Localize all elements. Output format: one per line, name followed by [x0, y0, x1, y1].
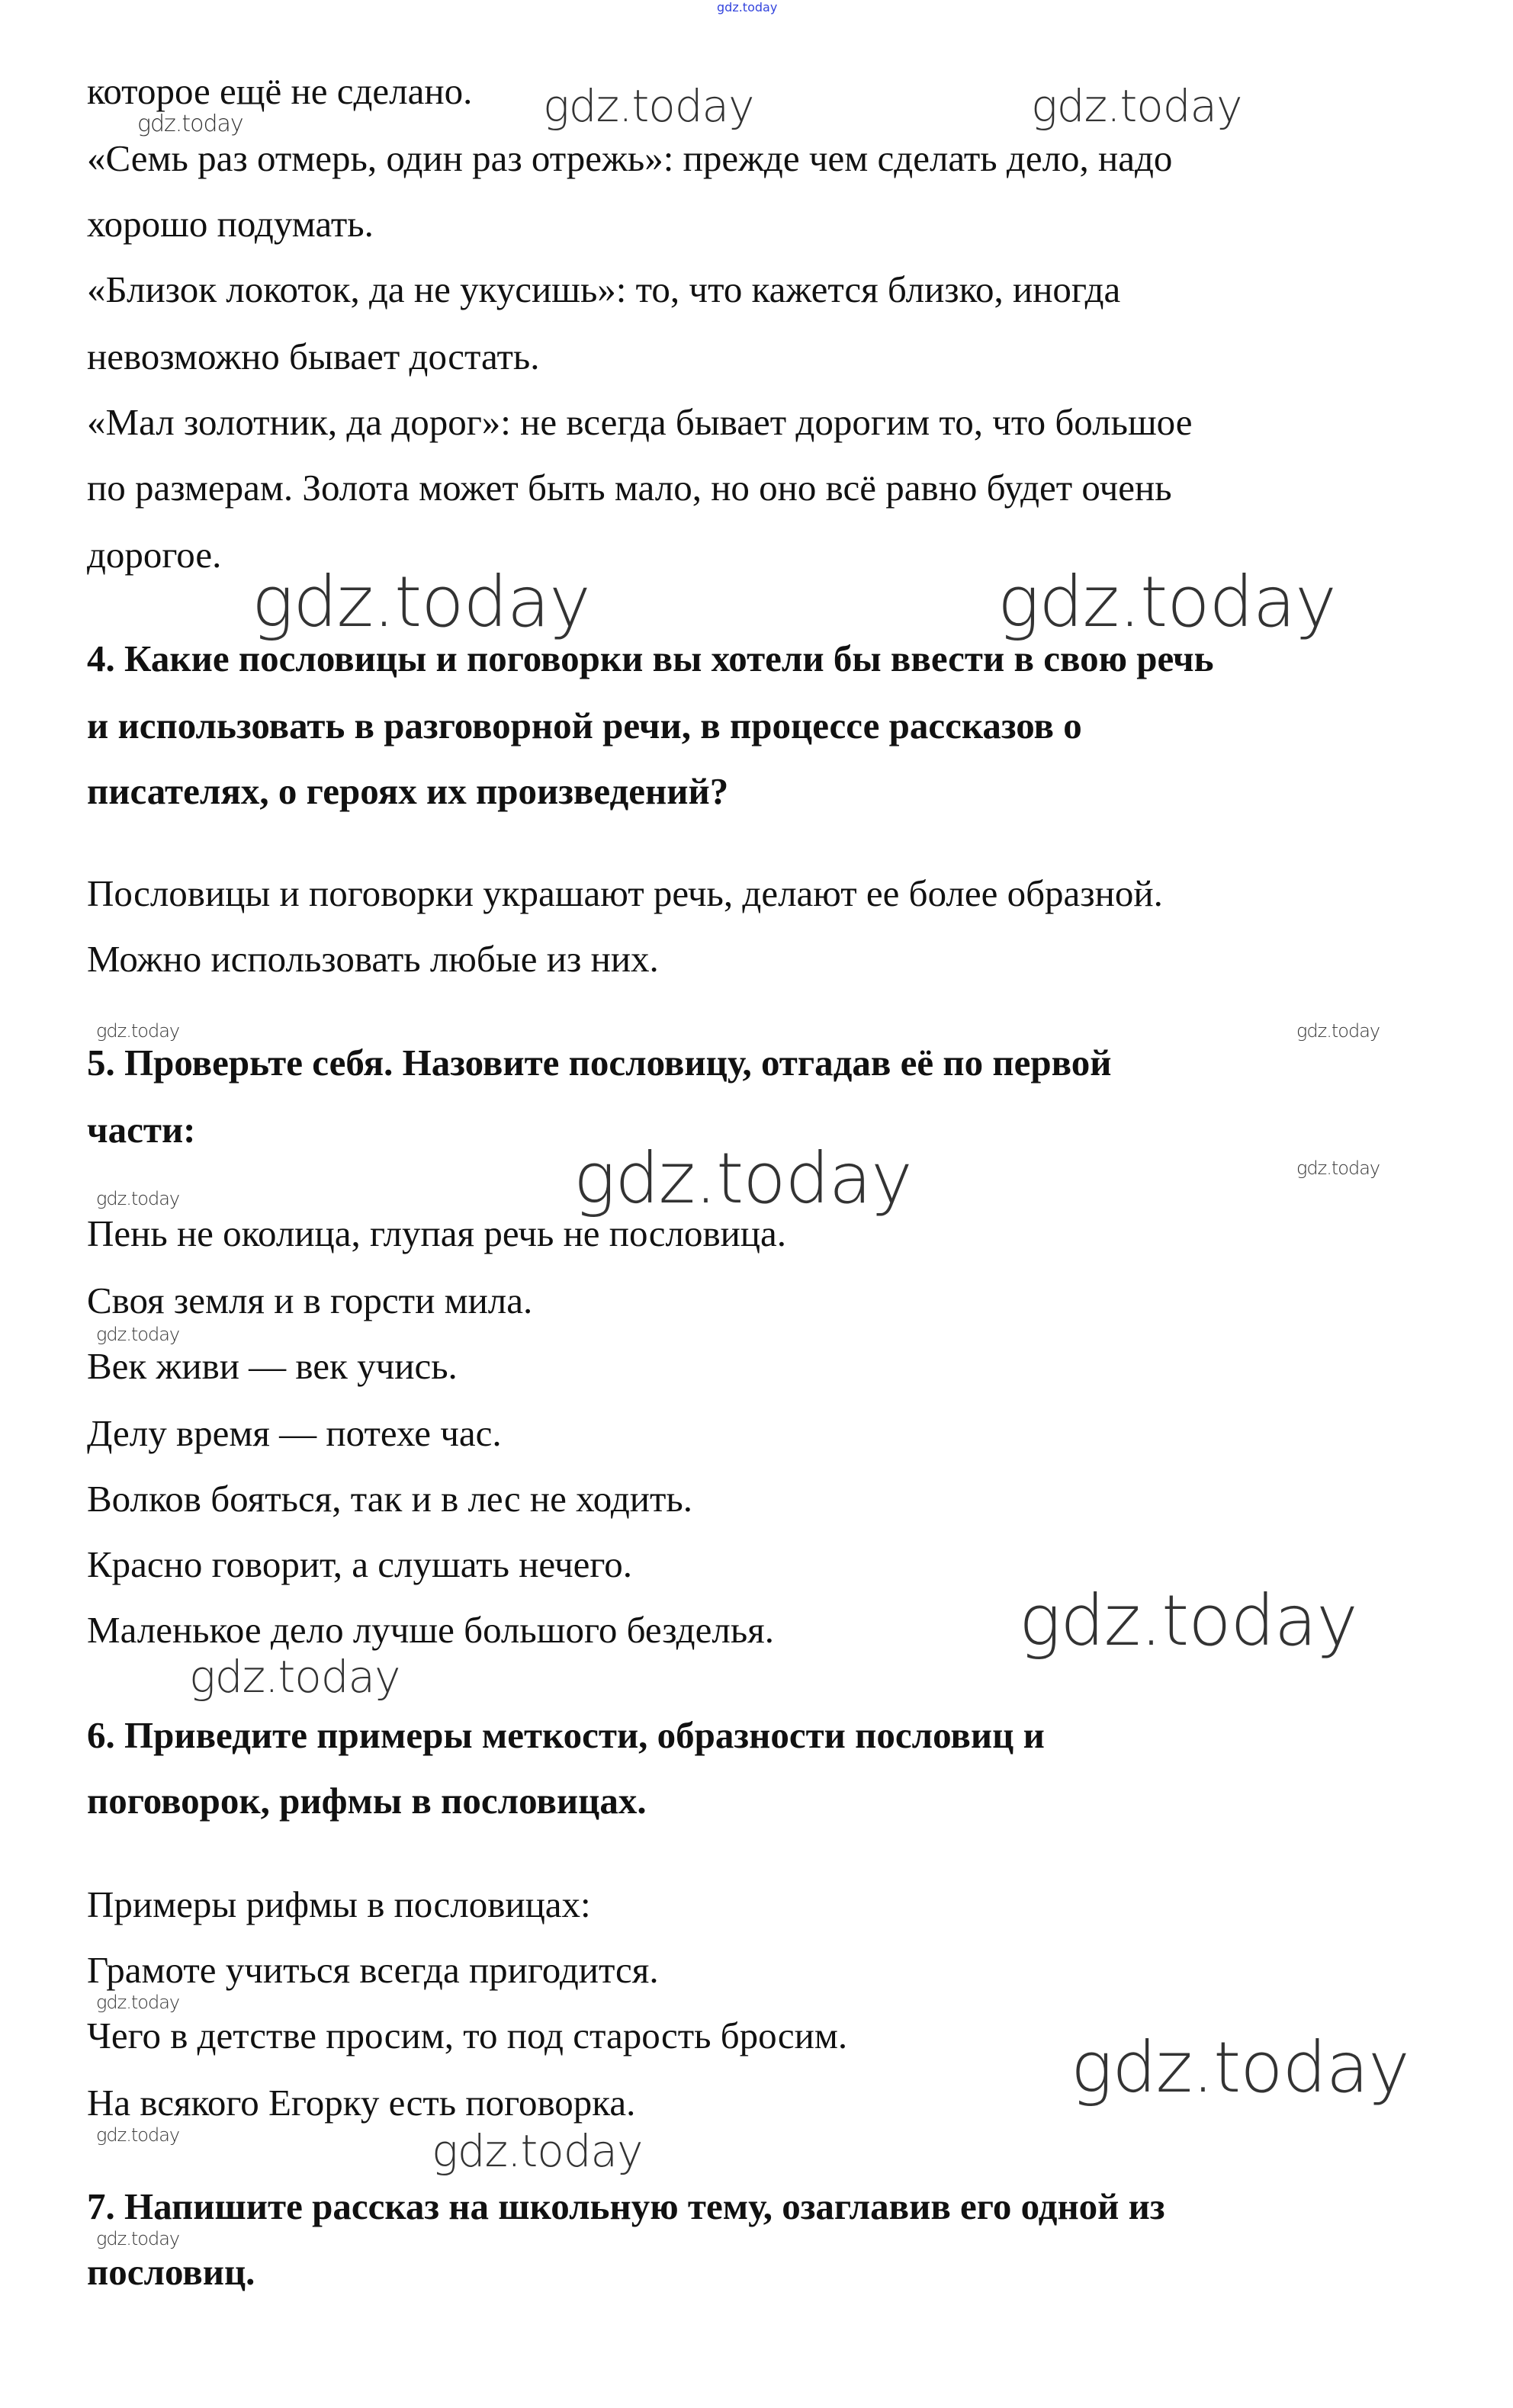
paragraph-line: «Семь раз отмерь, один раз отрежь»: прежде чем сделать дело, надо	[87, 137, 1173, 179]
watermark: gdz.today	[96, 1020, 180, 1042]
proverb-line: Пень не околица, глупая речь не пословица.	[87, 1212, 787, 1254]
answer-line: Чего в детстве просим, то под старость бросим.	[87, 2015, 848, 2056]
proverb-line: Век живи — век учись.	[87, 1345, 458, 1387]
question-4-heading: и использовать в разговорной речи, в процессе рассказов о	[87, 705, 1082, 746]
paragraph-line: по размерам. Золота может быть мало, но оно всё равно будет очень	[87, 467, 1172, 509]
question-7-heading: 7. Напишите рассказ на школьную тему, озаглавив его одной из	[87, 2185, 1165, 2227]
paragraph-line: дорогое.	[87, 534, 222, 576]
watermark: gdz.today	[189, 1651, 400, 1703]
question-5-heading: части:	[87, 1109, 196, 1151]
watermark: gdz.today	[1296, 1020, 1380, 1042]
question-5-heading: 5. Проверьте себя. Назовите пословицу, отгадав её по первой	[87, 1042, 1112, 1084]
watermark: gdz.today	[137, 111, 243, 137]
paragraph-line: «Близок локоток, да не укусишь»: то, что кажется близко, иногда	[87, 268, 1121, 310]
watermark: gdz.today	[1071, 2027, 1409, 2108]
watermark: gdz.today	[543, 80, 754, 132]
watermark: gdz.today	[96, 2124, 180, 2146]
answer-line: Можно использовать любые из них.	[87, 938, 659, 980]
paragraph-line: которое ещё не сделано.	[87, 70, 473, 112]
watermark: gdz.today	[1019, 1580, 1357, 1662]
watermark: gdz.today	[1296, 1157, 1380, 1179]
proverb-line: Маленькое дело лучше большого безделья.	[87, 1609, 774, 1651]
header-watermark: gdz.today	[717, 0, 778, 14]
paragraph-line: хорошо подумать.	[87, 203, 374, 245]
answer-line: На всякого Егорку есть поговорка.	[87, 2082, 636, 2124]
question-4-heading: 4. Какие пословицы и поговорки вы хотели бы ввести в свою речь	[87, 637, 1214, 679]
watermark: gdz.today	[96, 1324, 180, 1345]
paragraph-line: «Мал золотник, да дорог»: не всегда бывает дорогим то, что большое	[87, 401, 1193, 443]
watermark: gdz.today	[997, 561, 1336, 643]
proverb-line: Своя земля и в горсти мила.	[87, 1279, 533, 1321]
question-4-heading: писателях, о героях их произведений?	[87, 770, 729, 812]
watermark: gdz.today	[96, 1188, 180, 1209]
watermark: gdz.today	[96, 2228, 180, 2249]
question-6-heading: поговорок, рифмы в пословицах.	[87, 1780, 647, 1822]
proverb-line: Волков бояться, так и в лес не ходить.	[87, 1478, 692, 1520]
answer-line: Примеры рифмы в пословицах:	[87, 1883, 591, 1925]
watermark: gdz.today	[96, 1992, 180, 2013]
proverb-line: Красно говорит, а слушать нечего.	[87, 1543, 632, 1585]
watermark: gdz.today	[252, 561, 590, 643]
question-7-heading: пословиц.	[87, 2251, 255, 2293]
watermark: gdz.today	[432, 2125, 643, 2177]
watermark: gdz.today	[1031, 80, 1242, 132]
question-6-heading: 6. Приведите примеры меткости, образности пословиц и	[87, 1714, 1045, 1756]
watermark: gdz.today	[573, 1138, 912, 1219]
proverb-line: Делу время — потехе час.	[87, 1412, 502, 1454]
answer-line: Пословицы и поговорки украшают речь, делают ее более образной.	[87, 872, 1163, 914]
paragraph-line: невозможно бывает достать.	[87, 336, 540, 377]
answer-line: Грамоте учиться всегда пригодится.	[87, 1949, 659, 1991]
